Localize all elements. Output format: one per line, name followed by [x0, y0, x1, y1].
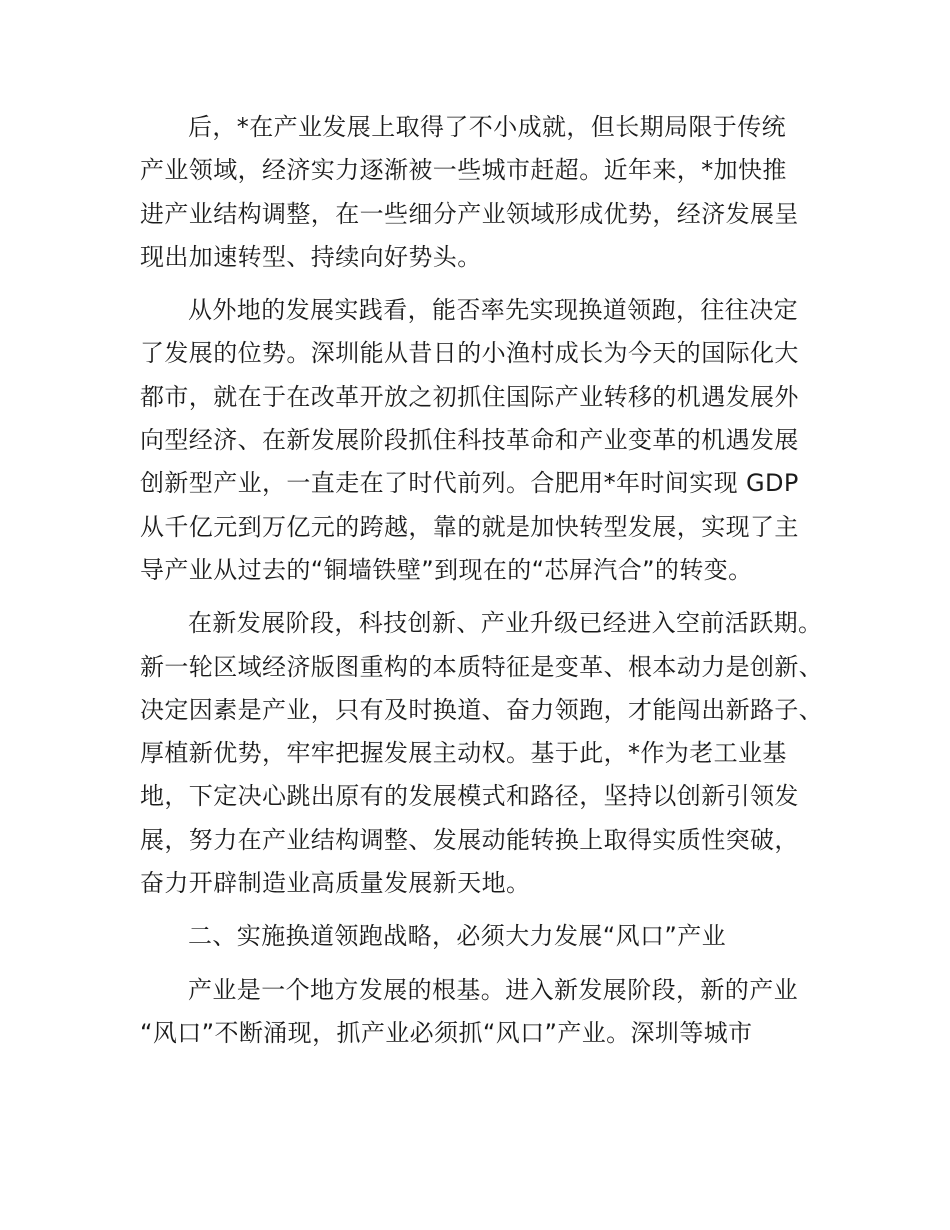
text-line: 从千亿元到万亿元的跨越，靠的就是加快转型发展，实现了主	[140, 512, 799, 541]
text-line: 决定因素是产业，只有及时换道、奋力领跑，才能闯出新路子、	[140, 695, 824, 724]
text-line: 从外地的发展实践看，能否率先实现换道领跑，往往决定	[188, 296, 798, 325]
paragraph-3	[140, 602, 830, 905]
paragraph-spacer	[140, 279, 830, 289]
paragraph-1	[140, 106, 830, 279]
text-line: 进产业结构调整，在一些细分产业领域形成优势，经济发展呈	[140, 199, 799, 228]
section-heading-text: 二、实施换道领跑战略，必须大力发展“风口”产业	[188, 922, 727, 951]
document-body	[140, 106, 830, 1055]
text-line: 展，努力在产业结构调整、发展动能转换上取得实质性突破，	[140, 825, 799, 854]
text-line: 地，下定决心跳出原有的发展模式和路径，坚持以创新引领发	[140, 782, 799, 811]
text-line: 导产业从过去的“铜墙铁壁”到现在的“芯屏汽合”的转变。	[140, 555, 753, 584]
text-line: 创新型产业，一直走在了时代前列。合肥用*年时间实现 GDP	[140, 469, 799, 498]
paragraph-spacer	[140, 592, 830, 602]
text-line: 向型经济、在新发展阶段抓住科技革命和产业变革的机遇发展	[140, 426, 799, 455]
text-line: 后，*在产业发展上取得了不小成就，但长期局限于传统	[188, 113, 786, 141]
section-heading	[140, 915, 830, 958]
paragraph-spacer	[140, 905, 830, 915]
text-line: 产业是一个地方发展的根基。进入新发展阶段，新的产业	[188, 975, 798, 1004]
text-line: 奋力开辟制造业高质量发展新天地。	[140, 869, 531, 898]
text-line: 产业领域，经济实力逐渐被一些城市赶超。近年来，*加快推	[140, 156, 787, 185]
paragraph-spacer	[140, 959, 830, 969]
text-line: 在新发展阶段，科技创新、产业升级已经进入空前活跃期。	[188, 609, 823, 638]
text-line: 新一轮区域经济版图重构的本质特征是变革、根本动力是创新、	[140, 652, 824, 681]
paragraph-5	[140, 969, 830, 1056]
text-line: 了发展的位势。深圳能从昔日的小渔村成长为今天的国际化大	[140, 339, 799, 368]
text-line: 现出加速转型、持续向好势头。	[140, 242, 482, 271]
text-line: 都市，就在于在改革开放之初抓住国际产业转移的机遇发展外	[140, 382, 799, 411]
text-line: 厚植新优势，牢牢把握发展主动权。基于此，*作为老工业基	[140, 739, 787, 768]
paragraph-2	[140, 289, 830, 592]
text-line: “风口”不断涌现，抓产业必须抓“风口”产业。深圳等城市	[140, 1018, 753, 1047]
